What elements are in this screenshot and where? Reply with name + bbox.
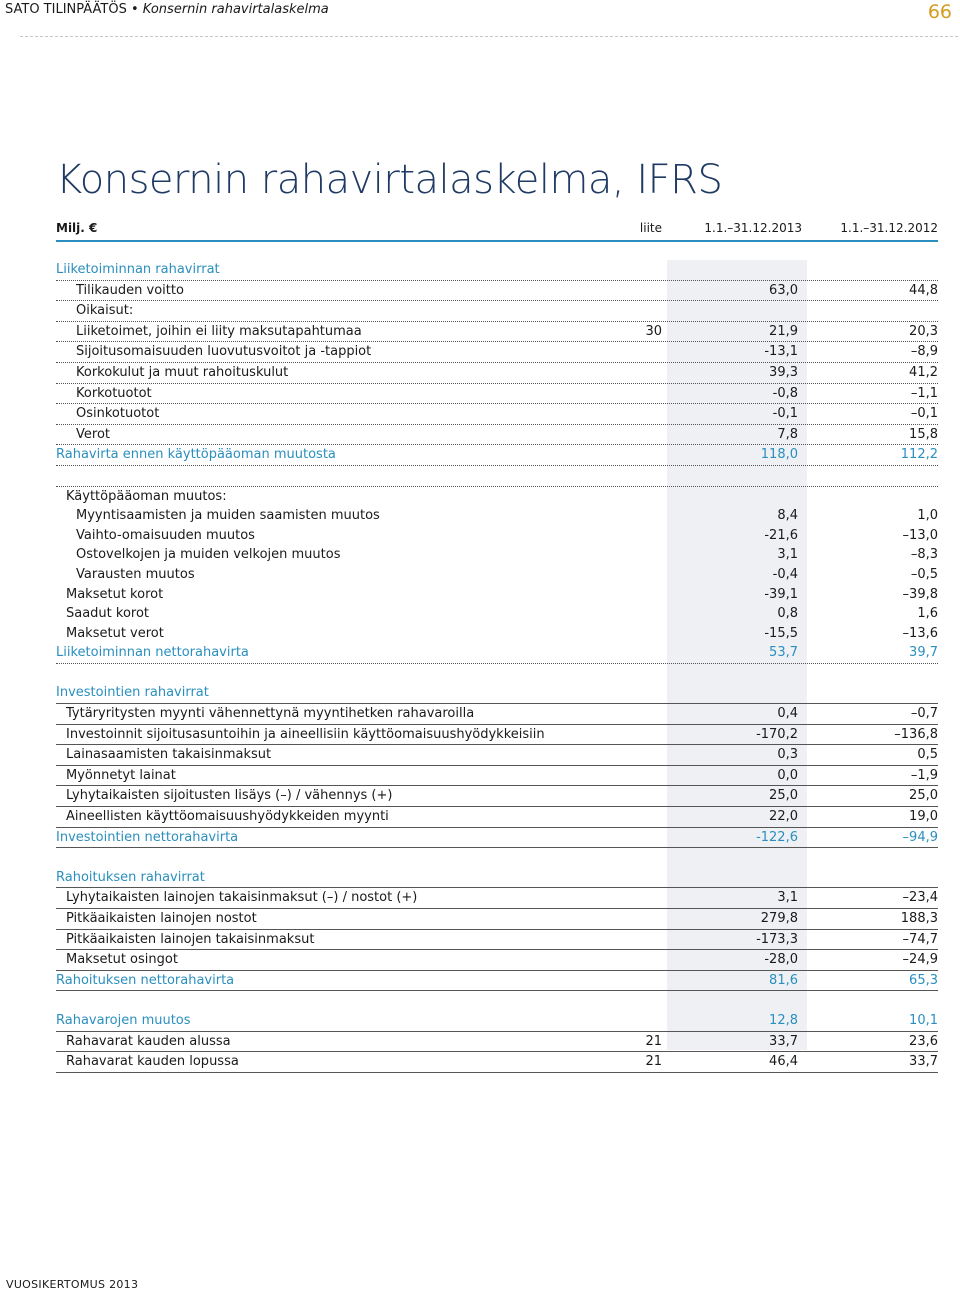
row-label: Maksetut osingot [66, 952, 178, 968]
table-row [56, 786, 938, 807]
value-2013: 21,9 [769, 323, 798, 339]
table-row [56, 342, 938, 363]
value-2012: –0,1 [910, 406, 938, 422]
value-2012: 1,0 [917, 508, 938, 524]
value-2012: 112,2 [900, 447, 938, 463]
value-2012: –23,4 [902, 890, 938, 906]
row-label: Verot [76, 426, 110, 442]
table-row [56, 545, 938, 565]
value-2013: 0,0 [777, 767, 798, 783]
table-row [56, 466, 938, 487]
row-label: Korkokulut ja muut rahoituskulut [76, 364, 289, 380]
value-2012: –136,8 [894, 726, 938, 742]
period-2013-label: 1.1.–31.12.2013 [704, 221, 802, 235]
row-label: Rahavirta ennen käyttöpääoman muutosta [56, 447, 336, 463]
value-2012: 19,0 [909, 809, 938, 825]
value-2013: -170,2 [756, 726, 798, 742]
table-row [56, 404, 938, 425]
row-label: Tilikauden voitto [76, 282, 184, 298]
row-label: Myyntisaamisten ja muiden saamisten muutos [76, 508, 380, 524]
value-2013: 81,6 [769, 972, 798, 988]
value-2012: –1,1 [910, 385, 938, 401]
column-header [56, 221, 938, 239]
table-row [56, 604, 938, 624]
table-row [56, 909, 938, 930]
row-note: 21 [645, 1033, 662, 1049]
value-2012: 188,3 [900, 911, 938, 926]
row-label: Liiketoimet, joihin ei liity maksutapahtumaa [76, 323, 362, 339]
row-label: Rahavarat kauden lopussa [66, 1054, 239, 1070]
row-label: Korkotuotot [76, 385, 152, 401]
table-row [56, 487, 938, 507]
value-2013: 8,4 [777, 508, 798, 524]
value-2013: 7,8 [777, 426, 798, 442]
row-note: 30 [645, 323, 662, 339]
row-label: Saadut korot [66, 606, 150, 622]
table-row [56, 585, 938, 605]
table-row [56, 643, 938, 664]
value-2012: –8,3 [910, 547, 938, 563]
table-row [56, 1032, 938, 1053]
value-2013: 0,8 [777, 606, 798, 622]
row-label: Sijoitusomaisuuden luovutusvoitot ja -tappiot [76, 344, 372, 360]
row-label: Pitkäaikaisten lainojen takaisinmaksut [66, 931, 315, 947]
row-label: Osinkotuotot [76, 406, 160, 422]
value-2012: 10,1 [909, 1012, 938, 1028]
value-2013: 63,0 [769, 282, 798, 298]
table-row [56, 384, 938, 405]
table-row [56, 725, 938, 746]
value-2013: 3,1 [777, 547, 798, 563]
table-row [56, 425, 938, 446]
value-2013: -15,5 [764, 625, 798, 641]
row-label: Investoinnit sijoitusasuntoihin ja aineellisiin käyttöomaisuushyödykkeisiin [66, 726, 545, 742]
value-2013: 12,8 [769, 1012, 798, 1028]
value-2013: -28,0 [764, 952, 798, 968]
value-2012: –13,6 [902, 625, 938, 641]
row-label: Oikaisut: [76, 303, 134, 319]
value-2013: 53,7 [769, 645, 798, 661]
value-2012: 41,2 [909, 364, 938, 380]
table-row [56, 868, 938, 889]
table-row [56, 704, 938, 725]
value-2012: 44,8 [909, 282, 938, 298]
row-label: Rahavarat kauden alussa [66, 1033, 231, 1049]
value-2013: -0,1 [772, 406, 798, 422]
value-2012: –94,9 [902, 829, 938, 845]
value-2012: 0,5 [917, 747, 938, 763]
table-row [56, 848, 938, 868]
value-2013: -0,8 [772, 385, 798, 401]
table-row [56, 363, 938, 384]
header-separator: • [130, 2, 139, 17]
row-label: Pitkäaikaisten lainojen nostot [66, 911, 257, 926]
value-2012: 15,8 [909, 426, 938, 442]
table-row [56, 683, 938, 704]
value-2012: –24,9 [902, 952, 938, 968]
row-label: Varausten muutos [76, 566, 195, 582]
row-label: Lyhytaikaisten sijoitusten lisäys (–) / vähennys (+) [66, 788, 393, 804]
period-2012-label: 1.1.–31.12.2012 [840, 221, 938, 235]
table-row [56, 260, 938, 281]
value-2013: 0,3 [777, 747, 798, 763]
header-divider [20, 36, 958, 37]
row-label: Tytäryritysten myynti vähennettynä myyntihetken rahavaroilla [66, 706, 475, 722]
value-2013: -21,6 [764, 527, 798, 543]
table-row [56, 301, 938, 322]
page-number: 66 [927, 1, 952, 23]
header-rule [56, 240, 938, 242]
value-2013: 3,1 [777, 890, 798, 906]
value-2012: –0,7 [910, 706, 938, 722]
value-2012: –13,0 [902, 527, 938, 543]
value-2012: –0,5 [910, 566, 938, 582]
row-label: Investointien rahavirrat [56, 685, 209, 701]
note-column-label: liite [639, 221, 662, 235]
row-label: Vaihto-omaisuuden muutos [76, 527, 255, 543]
table-row [56, 766, 938, 787]
table-row [56, 991, 938, 1011]
table-row [56, 281, 938, 302]
value-2013: -122,6 [756, 829, 798, 845]
table-row [56, 888, 938, 909]
row-note: 21 [645, 1054, 662, 1070]
table-row [56, 506, 938, 526]
value-2012: –74,7 [902, 931, 938, 947]
row-label: Ostovelkojen ja muiden velkojen muutos [76, 547, 341, 563]
row-label: Maksetut verot [66, 625, 164, 641]
table-row [56, 807, 938, 828]
value-2012: 23,6 [909, 1033, 938, 1049]
table-row [56, 445, 938, 466]
row-label: Aineellisten käyttöomaisuushyödykkeiden myynti [66, 809, 389, 825]
value-2012: –8,9 [910, 344, 938, 360]
table-row [56, 1052, 938, 1073]
unit-label: Milj. € [56, 221, 98, 235]
value-2012: 33,7 [909, 1054, 938, 1070]
table-row [56, 526, 938, 546]
value-2012: 20,3 [909, 323, 938, 339]
value-2013: -39,1 [764, 586, 798, 602]
value-2013: 33,7 [769, 1033, 798, 1049]
header-section: Konsernin rahavirtalaskelma [142, 2, 329, 17]
running-header [5, 2, 329, 17]
table-row [56, 1011, 938, 1032]
value-2013: 39,3 [769, 364, 798, 380]
cash-flow-table [56, 260, 938, 1073]
table-row [56, 950, 938, 971]
row-label: Liiketoiminnan rahavirrat [56, 262, 220, 277]
value-2013: -173,3 [756, 931, 798, 947]
value-2012: –1,9 [910, 767, 938, 783]
table-row [56, 664, 938, 684]
table-row [56, 930, 938, 951]
table-row [56, 971, 938, 992]
value-2013: 0,4 [777, 706, 798, 722]
value-2013: 279,8 [760, 911, 798, 926]
header-company: SATO TILINPÄÄTÖS [5, 2, 127, 17]
row-label: Lainasaamisten takaisinmaksut [66, 747, 272, 763]
footer: VUOSIKERTOMUS 2013 [6, 1278, 139, 1291]
row-label: Liiketoiminnan nettorahavirta [56, 645, 249, 661]
value-2013: 22,0 [769, 809, 798, 825]
table-row [56, 745, 938, 766]
row-label: Käyttöpääoman muutos: [66, 488, 227, 504]
value-2012: –39,8 [902, 586, 938, 602]
row-label: Maksetut korot [66, 586, 164, 602]
value-2013: -0,4 [772, 566, 798, 582]
row-label: Investointien nettorahavirta [56, 829, 239, 845]
table-row [56, 828, 938, 849]
row-label: Myönnetyt lainat [66, 767, 176, 783]
page-title: Konsernin rahavirtalaskelma, IFRS [56, 157, 723, 203]
table-row [56, 565, 938, 585]
table-row [56, 322, 938, 343]
row-label: Rahoituksen nettorahavirta [56, 972, 235, 988]
value-2013: -13,1 [764, 344, 798, 360]
value-2012: 25,0 [909, 788, 938, 804]
value-2012: 65,3 [909, 972, 938, 988]
value-2013: 25,0 [769, 788, 798, 804]
row-label: Rahoituksen rahavirrat [56, 869, 205, 885]
value-2012: 39,7 [909, 645, 938, 661]
value-2013: 118,0 [760, 447, 798, 463]
row-label: Lyhytaikaisten lainojen takaisinmaksut (–) / nostot (+) [66, 890, 418, 906]
value-2012: 1,6 [917, 606, 938, 622]
table-row [56, 624, 938, 644]
row-label: Rahavarojen muutos [56, 1012, 191, 1028]
value-2013: 46,4 [769, 1054, 798, 1070]
